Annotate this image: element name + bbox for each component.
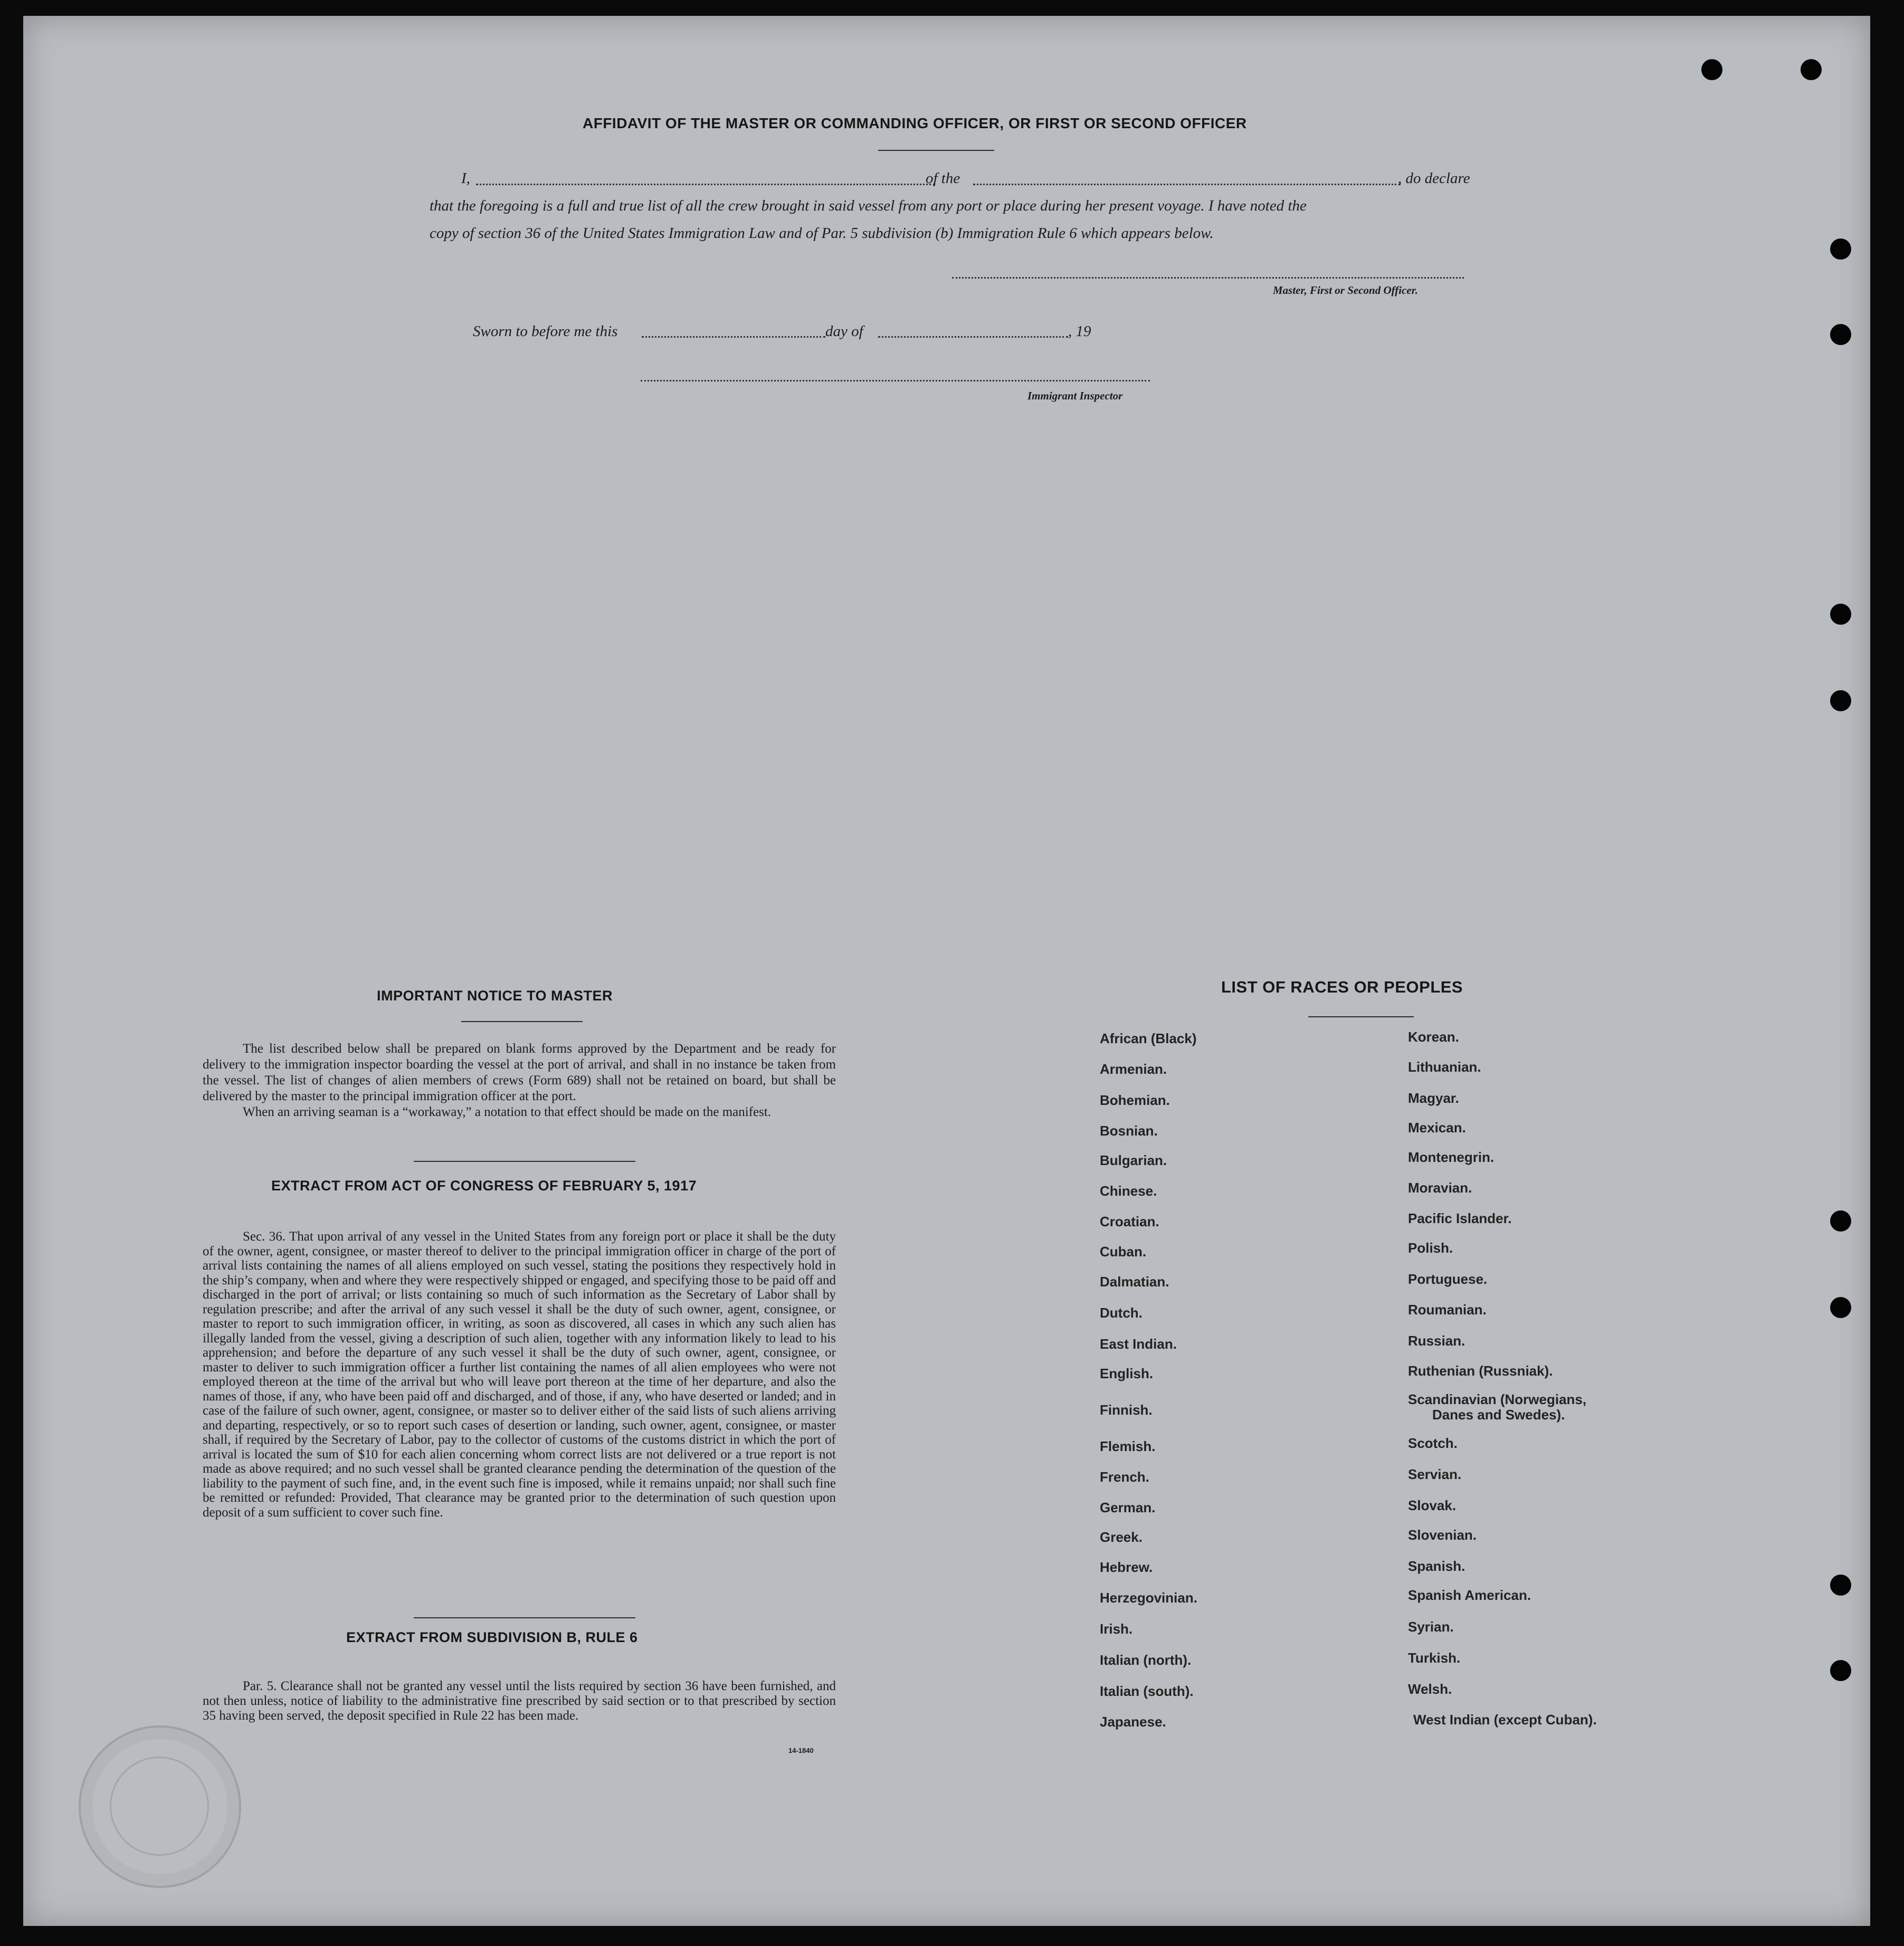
race-item: Finnish. <box>1100 1402 1153 1418</box>
affidavit-declare: , do declare <box>1398 170 1470 187</box>
race-item: Croatian. <box>1100 1214 1159 1229</box>
race-item: Italian (north). <box>1100 1652 1192 1668</box>
race-item: Pacific Islander. <box>1408 1210 1512 1226</box>
race-item: Herzegovinian. <box>1100 1590 1197 1606</box>
race-item: Dutch. <box>1100 1305 1143 1321</box>
race-item: Slovenian. <box>1408 1527 1477 1543</box>
manifest-page <box>23 16 1870 1926</box>
notice-paragraph-1: The list described below shall be prepared on blank forms approved by the Department and be ready for delivery to the immigration inspector boarding the vessel at the port of arrival, and shall in no instance be taken from the vessel. The list of changes of alien members of crews (Form 689) shall not be retained on board, but shall be delivered by the master to the principal immigration officer at the port. <box>203 1042 836 1103</box>
notice-title: IMPORTANT NOTICE TO MASTER <box>377 988 613 1004</box>
master-signature-label: Master, First or Second Officer. <box>1273 284 1418 297</box>
rule-6-text: Par. 5. Clearance shall not be granted any vessel until the lists required by section 36 have been furnished, and not then unless, notice of liability to the administrative fine prescribed by said section or to that prescribed by section 35 having been served, the deposit specified in Rule 22 has been made. <box>203 1679 836 1723</box>
master-name-field[interactable] <box>476 184 935 185</box>
race-item: Lithuanian. <box>1408 1059 1481 1075</box>
punch-hole <box>1830 1575 1851 1596</box>
punch-hole <box>1830 1297 1851 1318</box>
embossed-seal <box>79 1725 241 1888</box>
race-item: English. <box>1100 1366 1154 1381</box>
extract-act-title: EXTRACT FROM ACT OF CONGRESS OF FEBRUARY 5, 1917 <box>271 1178 697 1194</box>
inspector-signature-field[interactable] <box>641 380 1150 381</box>
race-item: Irish. <box>1100 1621 1133 1637</box>
extract-rule-body <box>203 1679 836 1723</box>
race-item: Cuban. <box>1100 1244 1147 1260</box>
section-36-text: Sec. 36. That upon arrival of any vessel in the United States from any foreign port or place it shall be the duty of the owner, agent, consignee, or master thereof to deliver to the principal immigration officer in charge of the port of arrival lists containing the names of all aliens employed on such vessel, stating the positions they respectively hold in the ship’s company, when and where they were respectively shipped or engaged, and specifying those to be paid off and discharged in the port of arrival; or lists containing so much of such information as the Secretary of Labor shall by regulation prescribe; and after the arrival of any such vessel it shall be the duty of such owner, agent, consignee, or master to report to such immigration officer, in writing, as soon as discovered, all cases in which any such alien has illegally landed from the vessel, giving a description of such alien, together with any information likely to lead to his apprehension; and before the departure of any such vessel it shall be the duty of such owner, agent, consignee, or master to deliver to such immigration officer a further list containing the names of all alien employees who were not employed thereon at the time of the arrival but who will leave port thereon at the time of her departure, and also the names of those, if any, who have been paid off and discharged, and of those, if any, who have deserted or landed; and in case of the failure of such owner, agent, consignee, or master so to deliver either of the said lists of such aliens arriving and departing, respectively, or so to report such cases of desertion or landing, such owner, agent, consignee, or master shall, if required by the Secretary of Labor, pay to the collector of customs of the customs district in which the port of arrival is located the sum of $10 for each alien concerning whom correct lists are not delivered or a true report is not made as above required; and no such vessel shall be granted clearance pending the determination of the question of the liability to the payment of such fine, and, in the event such fine is imposed, while it remains unpaid; nor shall such fine be remitted or refunded: Provided, That clearance may be granted prior to the determination of such question upon deposit of a sum sufficient to cover such fine. <box>203 1229 836 1520</box>
race-item: Bosnian. <box>1100 1123 1158 1139</box>
section-divider-1 <box>414 1161 635 1162</box>
section-divider-2 <box>414 1617 635 1618</box>
race-item: West Indian (except Cuban). <box>1413 1712 1597 1728</box>
race-item: Portuguese. <box>1408 1271 1488 1287</box>
affidavit-first-line <box>461 164 470 193</box>
affidavit-of-the: of the <box>926 170 960 187</box>
inspector-label: Immigrant Inspector <box>1027 389 1123 402</box>
race-item: Mexican. <box>1408 1120 1466 1136</box>
punch-hole <box>1830 1660 1851 1681</box>
race-item: Dalmatian. <box>1100 1274 1169 1290</box>
race-item: Polish. <box>1408 1240 1453 1256</box>
race-item: Armenian. <box>1100 1061 1167 1077</box>
master-signature-field[interactable] <box>952 277 1464 279</box>
race-item: Spanish. <box>1408 1558 1465 1574</box>
race-item: Italian (south). <box>1100 1683 1194 1699</box>
punch-hole <box>1830 239 1851 260</box>
race-item: Bulgarian. <box>1100 1152 1167 1168</box>
race-item: Japanese. <box>1100 1714 1166 1730</box>
sworn-day-field[interactable] <box>642 336 825 338</box>
form-number: 14-1840 <box>788 1747 814 1754</box>
sworn-month-field[interactable] <box>878 336 1068 338</box>
punch-hole <box>1830 690 1851 711</box>
race-item: Flemish. <box>1100 1438 1156 1454</box>
race-item: Scandinavian (Norwegians, <box>1408 1391 1587 1407</box>
affidavit-i-label: I, <box>461 170 470 187</box>
race-item: Russian. <box>1408 1333 1465 1349</box>
punch-hole <box>1830 324 1851 345</box>
affidavit-line-3: copy of section 36 of the United States Immigration Law and of Par. 5 subdivision (b) Immigration Rule 6 which appears below. <box>430 225 1214 242</box>
race-item: Scotch. <box>1408 1435 1458 1451</box>
race-item: French. <box>1100 1469 1149 1485</box>
punch-hole <box>1801 59 1822 80</box>
affidavit-title: AFFIDAVIT OF THE MASTER OR COMMANDING OFFICER, OR FIRST OR SECOND OFFICER <box>583 115 1247 131</box>
extract-rule-title: EXTRACT FROM SUBDIVISION B, RULE 6 <box>346 1629 638 1645</box>
race-item: Hebrew. <box>1100 1559 1153 1575</box>
race-item: German. <box>1100 1500 1156 1515</box>
sworn-year: , 19 <box>1068 323 1091 340</box>
sworn-day-of: day of <box>825 323 863 340</box>
race-item: Greek. <box>1100 1529 1143 1545</box>
race-item: Korean. <box>1408 1029 1459 1045</box>
punch-hole <box>1701 59 1722 80</box>
race-item: Servian. <box>1408 1466 1462 1482</box>
race-item: Moravian. <box>1408 1180 1472 1196</box>
race-item: Welsh. <box>1408 1681 1452 1697</box>
race-item: African (Black) <box>1100 1031 1197 1046</box>
race-item: Slovak. <box>1408 1497 1456 1513</box>
affidavit-title-rule <box>878 150 994 151</box>
notice-paragraph-2: When an arriving seaman is a “workaway,” a notation to that effect should be made on the manifest. <box>243 1105 772 1119</box>
race-item: Montenegrin. <box>1408 1149 1494 1165</box>
races-title: LIST OF RACES OR PEOPLES <box>1221 978 1463 996</box>
vessel-name-field[interactable] <box>973 184 1401 185</box>
punch-hole <box>1830 604 1851 625</box>
sworn-label: Sworn to before me this <box>473 323 618 340</box>
race-item: Spanish American. <box>1408 1587 1531 1603</box>
race-item: Syrian. <box>1408 1619 1454 1635</box>
race-item: Turkish. <box>1408 1650 1461 1666</box>
race-item: Magyar. <box>1408 1090 1459 1106</box>
race-item: East Indian. <box>1100 1336 1177 1352</box>
race-item: Chinese. <box>1100 1183 1157 1199</box>
race-item: Roumanian. <box>1408 1302 1487 1318</box>
extract-act-body <box>203 1229 836 1520</box>
race-item: Bohemian. <box>1100 1092 1170 1108</box>
notice-title-rule <box>461 1021 583 1022</box>
affidavit-line-2: that the foregoing is a full and true list of all the crew brought in said vessel from any port or place during her present voyage. I have noted the <box>430 197 1307 214</box>
race-item: Ruthenian (Russniak). <box>1408 1363 1553 1379</box>
notice-body <box>203 1041 836 1120</box>
races-title-rule <box>1308 1016 1414 1017</box>
punch-hole <box>1830 1210 1851 1232</box>
race-item: Danes and Swedes). <box>1432 1407 1565 1423</box>
